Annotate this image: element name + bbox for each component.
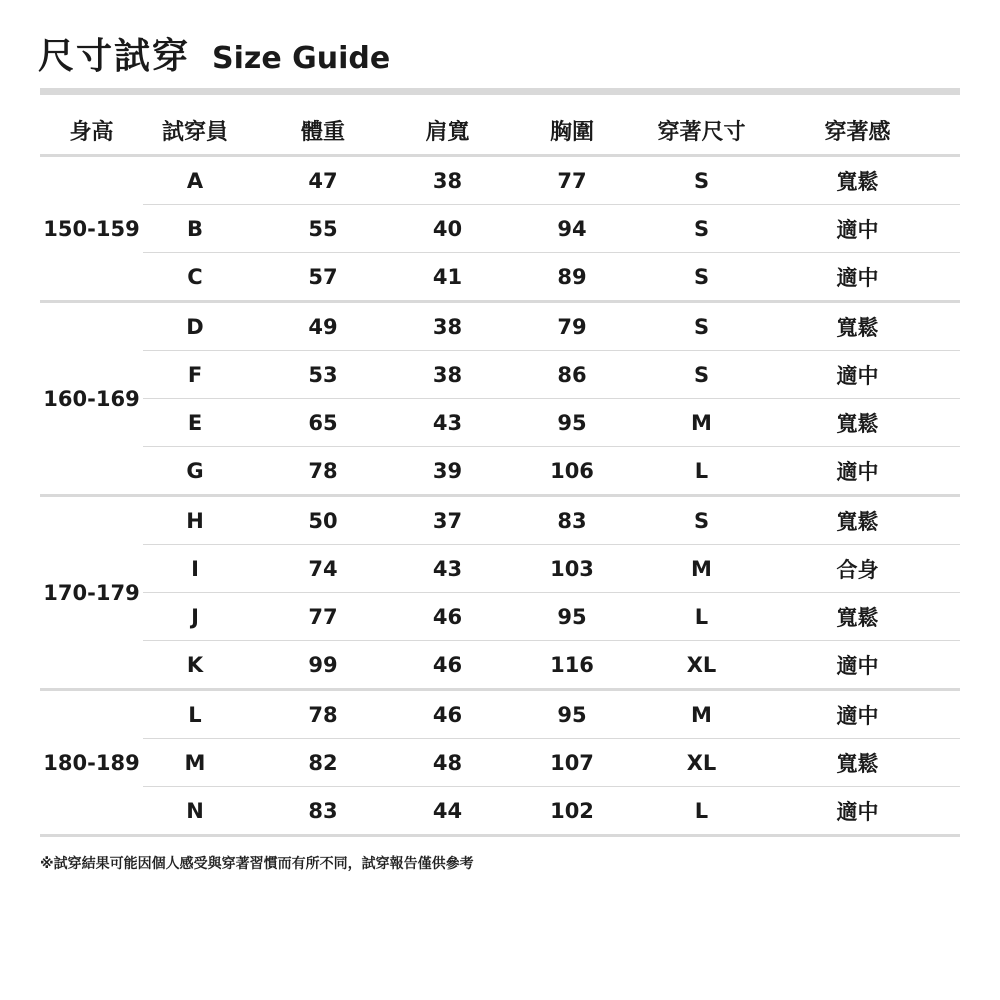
size-table <box>40 106 960 837</box>
header-shoulder: 肩寬 <box>399 106 496 156</box>
shoulder-cell: 38 <box>399 156 496 205</box>
table-row <box>40 351 960 399</box>
weight-cell: 55 <box>247 205 399 253</box>
shoulder-cell: 38 <box>399 351 496 399</box>
shoulder-cell: 39 <box>399 447 496 496</box>
size-cell: L <box>648 787 755 836</box>
table-row <box>40 156 960 205</box>
size-cell: S <box>648 302 755 351</box>
header-height: 身高 <box>40 106 143 156</box>
fit-cell: 適中 <box>755 787 960 836</box>
chest-cell: 95 <box>496 593 648 641</box>
tester-cell: B <box>143 205 247 253</box>
table-body <box>40 156 960 836</box>
table-row <box>40 496 960 545</box>
size-cell: M <box>648 545 755 593</box>
fit-cell: 寬鬆 <box>755 156 960 205</box>
size-cell: XL <box>648 739 755 787</box>
weight-cell: 74 <box>247 545 399 593</box>
fit-cell: 適中 <box>755 641 960 690</box>
fit-cell: 寬鬆 <box>755 399 960 447</box>
fit-cell: 寬鬆 <box>755 593 960 641</box>
chest-cell: 102 <box>496 787 648 836</box>
fit-cell: 適中 <box>755 351 960 399</box>
weight-cell: 50 <box>247 496 399 545</box>
shoulder-cell: 38 <box>399 302 496 351</box>
header-size: 穿著尺寸 <box>648 106 755 156</box>
weight-cell: 53 <box>247 351 399 399</box>
table-row <box>40 399 960 447</box>
header-chest: 胸圍 <box>496 106 648 156</box>
tester-cell: K <box>143 641 247 690</box>
height-range-cell: 170-179 <box>40 496 143 690</box>
size-cell: M <box>648 690 755 739</box>
tester-cell: E <box>143 399 247 447</box>
height-range-cell: 160-169 <box>40 302 143 496</box>
fit-cell: 寬鬆 <box>755 302 960 351</box>
table-row <box>40 787 960 836</box>
weight-cell: 57 <box>247 253 399 302</box>
chest-cell: 116 <box>496 641 648 690</box>
shoulder-cell: 43 <box>399 399 496 447</box>
chest-cell: 107 <box>496 739 648 787</box>
chest-cell: 79 <box>496 302 648 351</box>
tester-cell: D <box>143 302 247 351</box>
tester-cell: M <box>143 739 247 787</box>
shoulder-cell: 40 <box>399 205 496 253</box>
size-cell: L <box>648 593 755 641</box>
tester-cell: L <box>143 690 247 739</box>
weight-cell: 49 <box>247 302 399 351</box>
weight-cell: 99 <box>247 641 399 690</box>
table-row <box>40 593 960 641</box>
table-header-row <box>40 106 960 156</box>
table-row <box>40 447 960 496</box>
title-divider <box>40 88 960 95</box>
weight-cell: 83 <box>247 787 399 836</box>
fit-cell: 合身 <box>755 545 960 593</box>
header-fit: 穿著感 <box>755 106 960 156</box>
chest-cell: 95 <box>496 399 648 447</box>
weight-cell: 82 <box>247 739 399 787</box>
fit-cell: 寬鬆 <box>755 739 960 787</box>
table-row <box>40 739 960 787</box>
weight-cell: 77 <box>247 593 399 641</box>
chest-cell: 106 <box>496 447 648 496</box>
table-row <box>40 545 960 593</box>
tester-cell: J <box>143 593 247 641</box>
table-row <box>40 205 960 253</box>
shoulder-cell: 41 <box>399 253 496 302</box>
table-row <box>40 253 960 302</box>
shoulder-cell: 46 <box>399 641 496 690</box>
chest-cell: 86 <box>496 351 648 399</box>
page-title <box>38 28 390 78</box>
size-cell: S <box>648 253 755 302</box>
chest-cell: 103 <box>496 545 648 593</box>
fit-cell: 適中 <box>755 690 960 739</box>
fit-cell: 適中 <box>755 205 960 253</box>
header-weight: 體重 <box>247 106 399 156</box>
weight-cell: 78 <box>247 447 399 496</box>
tester-cell: I <box>143 545 247 593</box>
size-cell: S <box>648 156 755 205</box>
table-row <box>40 641 960 690</box>
shoulder-cell: 46 <box>399 690 496 739</box>
shoulder-cell: 44 <box>399 787 496 836</box>
tester-cell: H <box>143 496 247 545</box>
table-row <box>40 302 960 351</box>
height-range-cell: 180-189 <box>40 690 143 836</box>
header-tester: 試穿員 <box>143 106 247 156</box>
size-cell: L <box>648 447 755 496</box>
size-cell: S <box>648 351 755 399</box>
size-cell: S <box>648 205 755 253</box>
chest-cell: 77 <box>496 156 648 205</box>
fit-cell: 適中 <box>755 253 960 302</box>
weight-cell: 47 <box>247 156 399 205</box>
title-english: Size Guide <box>212 41 391 76</box>
chest-cell: 89 <box>496 253 648 302</box>
tester-cell: F <box>143 351 247 399</box>
tester-cell: G <box>143 447 247 496</box>
shoulder-cell: 37 <box>399 496 496 545</box>
tester-cell: A <box>143 156 247 205</box>
table-row <box>40 690 960 739</box>
height-range-cell: 150-159 <box>40 156 143 302</box>
fit-cell: 適中 <box>755 447 960 496</box>
shoulder-cell: 46 <box>399 593 496 641</box>
disclaimer-note: ※試穿結果可能因個人感受與穿著習慣而有所不同，試穿報告僅供參考 <box>40 856 474 872</box>
chest-cell: 83 <box>496 496 648 545</box>
weight-cell: 78 <box>247 690 399 739</box>
shoulder-cell: 48 <box>399 739 496 787</box>
title-chinese: 尺寸試穿 <box>38 36 191 77</box>
size-cell: XL <box>648 641 755 690</box>
chest-cell: 95 <box>496 690 648 739</box>
tester-cell: N <box>143 787 247 836</box>
size-cell: S <box>648 496 755 545</box>
size-cell: M <box>648 399 755 447</box>
shoulder-cell: 43 <box>399 545 496 593</box>
weight-cell: 65 <box>247 399 399 447</box>
fit-cell: 寬鬆 <box>755 496 960 545</box>
tester-cell: C <box>143 253 247 302</box>
chest-cell: 94 <box>496 205 648 253</box>
